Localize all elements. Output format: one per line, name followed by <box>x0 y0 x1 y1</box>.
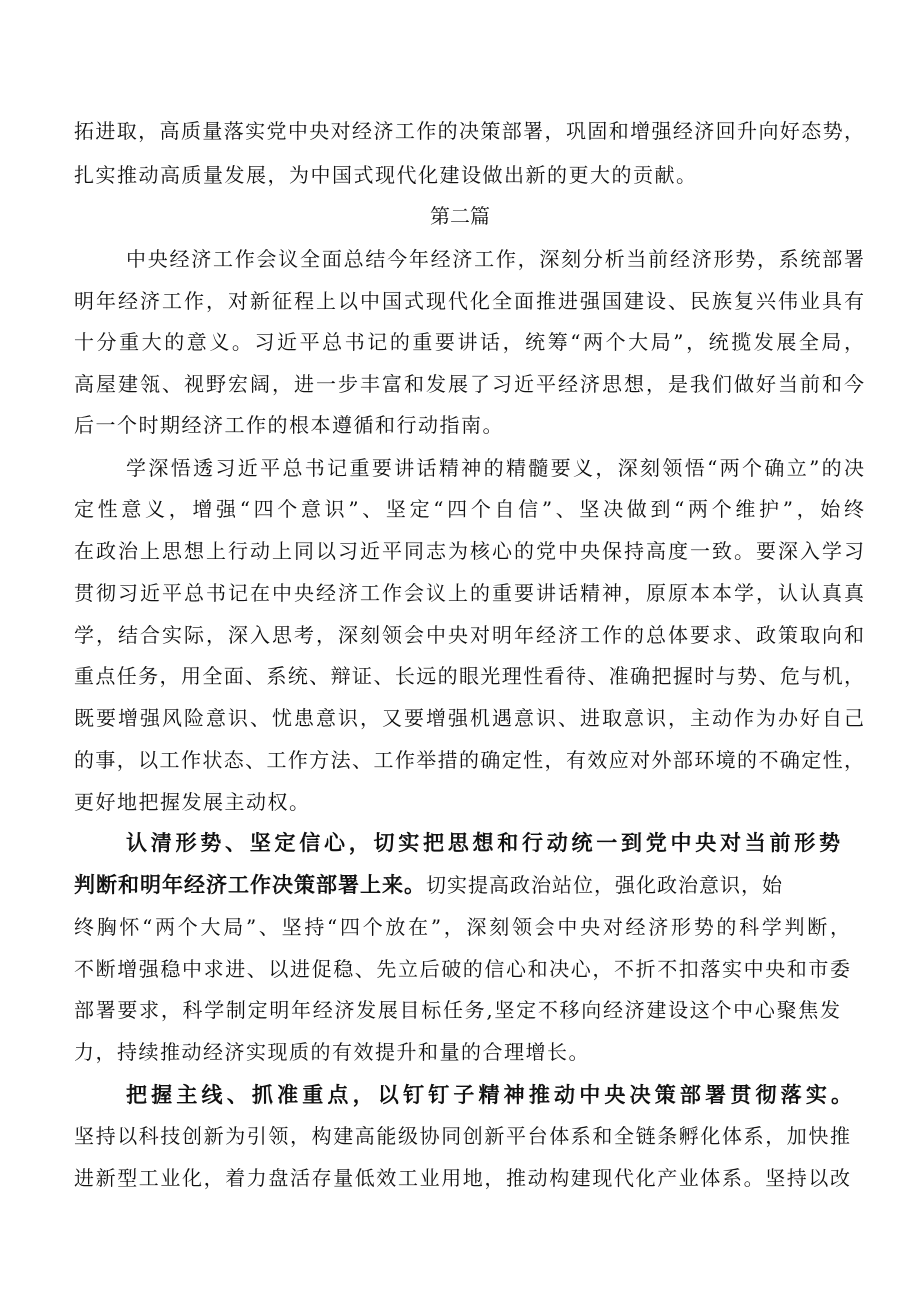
p3-bold-line-1: 认清形势、坚定信心，切实把思想和行动统一到党中央对当前形势 <box>126 830 840 855</box>
intro-line-1: 拓进取，高质量落实党中央对经济工作的决策部署，巩固和增强经济回升向好态势， <box>74 119 864 143</box>
p3-line-4: 不断增强稳中求进、以进促稳、先立后破的信心和决心，不折不扣落实中央和市委 <box>74 957 850 981</box>
p2-line-5: 学，结合实际，深入思考，深刻领会中央对明年经济工作的总体要求、政策取向和 <box>74 623 864 647</box>
p3-bold-line-2: 判断和明年经济工作决策部署上来。 <box>74 872 426 897</box>
section-title: 第二篇 <box>430 204 490 228</box>
p4-line-1: 坚持以科技创新为引领，构建高能级协同创新平台体系和全链条孵化体系，加快推 <box>74 1124 850 1148</box>
p2-line-8: 的事，以工作状态、工作方法、工作举措的确定性，有效应对外部环境的不确定性， <box>74 748 864 772</box>
p1-line-5: 后一个时期经济工作的根本遵循和行动指南。 <box>74 413 504 437</box>
p2-line-1: 学深悟透习近平总书记重要讲话精神的精髓要义，深刻领悟“两个确立”的决 <box>126 456 864 480</box>
p4-bold-line: 把握主线、抓准重点，以钉钉子精神推动中央决策部署贯彻落实。 <box>126 1082 852 1107</box>
p3-line-3: 终胸怀“两个大局”、坚持“四个放在”，深刻领会中央对经济形势的科学判断， <box>74 915 850 939</box>
p2-line-6: 重点任务，用全面、系统、辩证、长远的眼光理性看待、准确把握时与势、危与机， <box>74 664 864 688</box>
p1-line-4: 高屋建瓴、视野宏阔，进一步丰富和发展了习近平经济思想，是我们做好当前和今 <box>74 372 864 396</box>
p2-line-9: 更好地把握发展主动权。 <box>74 790 311 814</box>
p2-line-3: 在政治上思想上行动上同以习近平同志为核心的党中央保持高度一致。要深入学习 <box>74 539 864 563</box>
p2-line-2: 定性意义，增强“四个意识”、坚定“四个自信”、坚决做到“两个维护”，始终 <box>74 497 864 521</box>
p3-line-2 <box>74 873 844 897</box>
p3-line-6: 力，持续推动经济实现质的有效提升和量的合理增长。 <box>74 1040 590 1064</box>
p3-rest-line-2: 切实提高政治站位，强化政治意识，始 <box>426 873 783 897</box>
p3-line-5: 部署要求，科学制定明年经济发展目标任务,坚定不移向经济建设这个中心聚焦发 <box>74 998 840 1022</box>
p1-line-2: 明年经济工作，对新征程上以中国式现代化全面推进强国建设、民族复兴伟业具有 <box>74 289 864 313</box>
p2-line-7: 既要增强风险意识、忧患意识，又要增强机遇意识、进取意识，主动作为办好自己 <box>74 706 864 730</box>
p4-line-2: 进新型工业化，着力盘活存量低效工业用地，推动构建现代化产业体系。坚持以改 <box>74 1166 850 1190</box>
p1-line-1: 中央经济工作会议全面总结今年经济工作，深刻分析当前经济形势，系统部署 <box>126 247 864 271</box>
intro-line-2: 扎实推动高质量发展，为中国式现代化建设做出新的更大的贡献。 <box>74 163 698 187</box>
p1-line-3: 十分重大的意义。习近平总书记的重要讲话，统筹“两个大局”，统揽发展全局， <box>74 330 864 354</box>
p2-line-4: 贯彻习近平总书记在中央经济工作会议上的重要讲话精神，原原本本学，认认真真 <box>74 581 864 605</box>
